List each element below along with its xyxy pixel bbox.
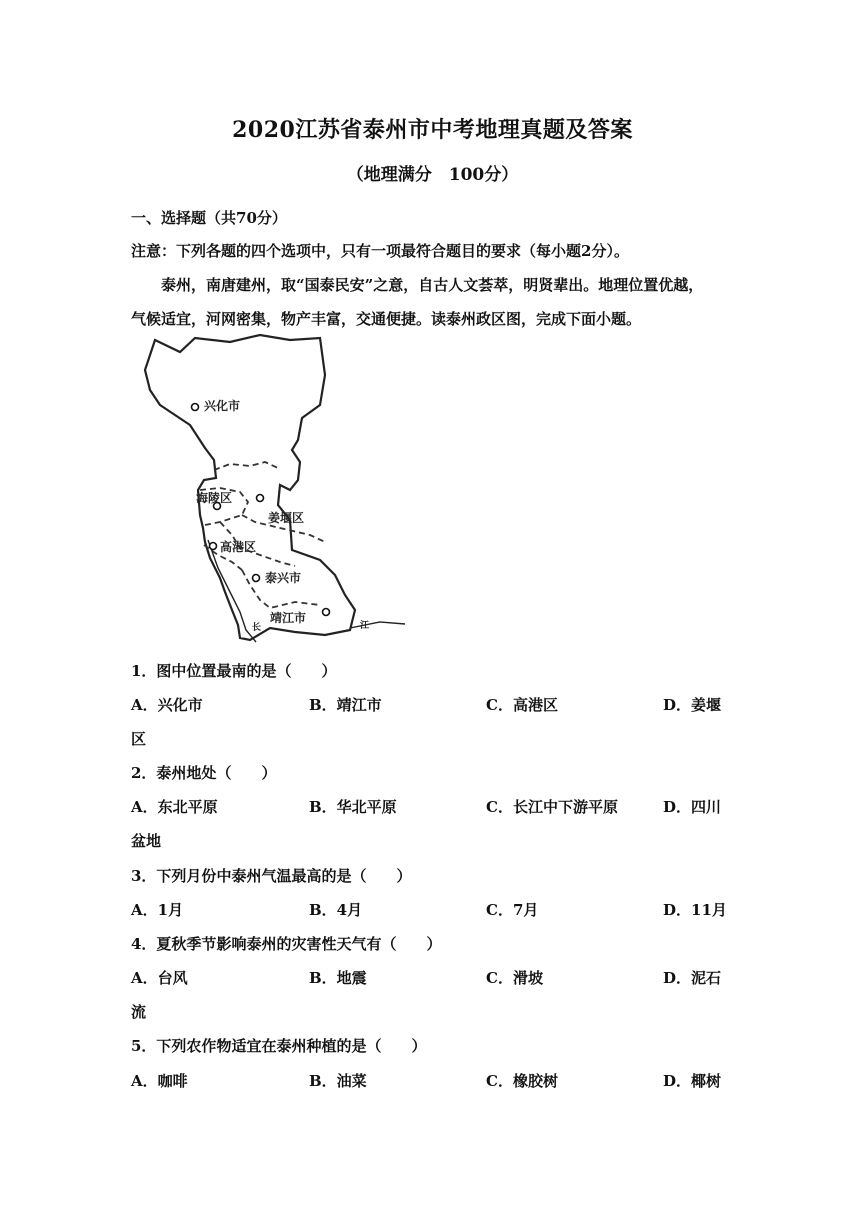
question-3-stem: 3．下列月份中泰州气温最高的是（ ） xyxy=(131,867,412,885)
intro-text-line-1: 泰州，南唐建州，取“国泰民安”之意，自古人文荟萃，明贤辈出。地理位置优越， xyxy=(161,276,704,294)
question-2-option-d-wrap: 盆地 xyxy=(131,832,162,850)
map-outline xyxy=(145,335,355,640)
question-4-stem: 4．夏秋季节影响泰州的灾害性天气有（ ） xyxy=(131,935,442,953)
question-5-option-d: D．椰树 xyxy=(663,1072,722,1090)
question-1-option-b: B．靖江市 xyxy=(309,696,382,714)
question-4-option-d-wrap: 流 xyxy=(131,1003,147,1021)
question-1-option-a: A．兴化市 xyxy=(131,696,203,714)
question-2-stem: 2．泰州地处（ ） xyxy=(131,764,277,782)
taizhou-district-map xyxy=(120,330,410,650)
question-3-option-d: D．11月 xyxy=(663,901,727,919)
question-5-option-b: B．油菜 xyxy=(309,1072,367,1090)
question-1-stem: 1．图中位置最南的是（ ） xyxy=(131,662,337,680)
question-4-option-d: D．泥石 xyxy=(663,969,722,987)
question-4-option-a: A．台风 xyxy=(131,969,188,987)
map-label-jingjiang: 靖江市 xyxy=(270,611,307,625)
river-label-jiang: 江 xyxy=(360,621,370,631)
question-5-option-c: C．橡胶树 xyxy=(486,1072,558,1090)
question-5-option-a: A．咖啡 xyxy=(131,1072,188,1090)
city-dot xyxy=(210,543,217,550)
city-dot xyxy=(323,609,330,616)
map-label-gaogang: 高港区 xyxy=(220,540,257,554)
question-2-option-a: A．东北平原 xyxy=(131,798,218,816)
question-4-option-b: B．地震 xyxy=(309,969,367,987)
city-dot xyxy=(257,495,264,502)
question-1-option-d-wrap: 区 xyxy=(131,730,147,748)
question-3-option-b: B．4月 xyxy=(309,901,363,919)
river-label-chang: 长 xyxy=(252,623,262,633)
page-subtitle: （地理满分 100分） xyxy=(346,165,519,185)
question-2-option-c: C．长江中下游平原 xyxy=(486,798,618,816)
question-1-option-c: C．高港区 xyxy=(486,696,558,714)
question-5-stem: 5．下列农作物适宜在泰州种植的是（ ） xyxy=(131,1037,427,1055)
map-label-xinghua: 兴化市 xyxy=(204,399,241,413)
intro-text-line-2: 气候适宜，河网密集，物产丰富，交通便捷。读泰州政区图，完成下面小题。 xyxy=(131,310,642,328)
river-line xyxy=(208,540,256,642)
question-4-option-c: C．滑坡 xyxy=(486,969,543,987)
question-3-option-a: A．1月 xyxy=(131,901,184,919)
section-heading: 一、选择题（共70分） xyxy=(131,209,287,227)
page-title: 2020江苏省泰州市中考地理真题及答案 xyxy=(232,117,633,143)
question-1-option-d: D．姜堰 xyxy=(663,696,722,714)
question-2-option-d: D．四川 xyxy=(663,798,722,816)
city-dot xyxy=(253,575,260,582)
map-label-jiangyan: 姜堰区 xyxy=(268,511,305,525)
city-dot xyxy=(192,404,199,411)
map-label-taixing: 泰兴市 xyxy=(265,571,302,585)
note-text: 注意：下列各题的四个选项中，只有一项最符合题目的要求（每小题2分）。 xyxy=(131,242,629,260)
question-2-option-b: B．华北平原 xyxy=(309,798,397,816)
map-label-hailing: 海陵区 xyxy=(196,491,233,505)
question-3-option-c: C．7月 xyxy=(486,901,539,919)
